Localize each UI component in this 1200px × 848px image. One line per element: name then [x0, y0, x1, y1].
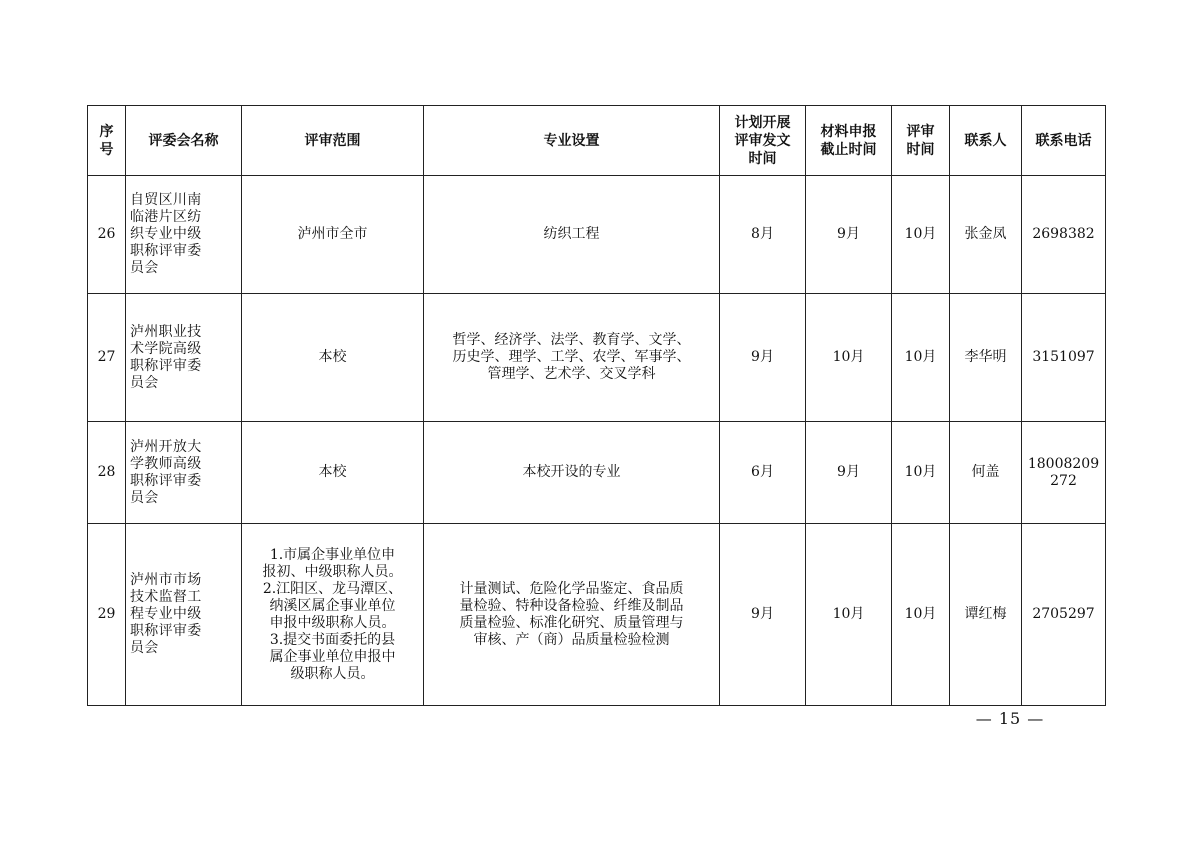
cell-review-time: 10月: [892, 422, 950, 524]
cell-committee-name: [126, 294, 242, 422]
committee-name-line: 员会: [130, 374, 159, 391]
scope-line: 3.提交书面委托的县: [269, 631, 396, 648]
header-seq: [88, 106, 126, 176]
table-row: [88, 422, 1106, 524]
cell-committee-name: [126, 422, 242, 524]
cell-contact: 李华明: [950, 294, 1022, 422]
committee-name-line: 员会: [130, 260, 159, 276]
committee-name-line: 自贸区川南: [130, 192, 202, 208]
committee-name-line: 泸州职业技: [130, 323, 202, 340]
majors-line: 管理学、艺术学、交叉学科: [487, 366, 656, 382]
committee-name-line: 员会: [130, 489, 159, 506]
cell-review-scope: [242, 294, 424, 422]
header-contact: 联系人: [950, 106, 1022, 176]
cell-seq: 29: [88, 524, 126, 706]
cell-committee-name: [126, 524, 242, 706]
cell-phone: [1022, 422, 1106, 524]
header-plan-time: [720, 106, 806, 176]
cell-contact: 何盖: [950, 422, 1022, 524]
majors-line: 本校开设的专业: [522, 464, 621, 480]
committee-name-line: 员会: [130, 640, 159, 656]
cell-deadline: 10月: [806, 294, 892, 422]
phone-line: 2705297: [1032, 606, 1095, 622]
cell-majors: [424, 176, 720, 294]
cell-deadline: 9月: [806, 422, 892, 524]
cell-review-scope: [242, 524, 424, 706]
committee-name-line: 职称评审委: [130, 472, 202, 489]
committee-name-line: 术学院高级: [130, 340, 202, 357]
cell-review-time: 10月: [892, 294, 950, 422]
header-review-time-line: 时间: [906, 141, 935, 158]
header-deadline-line: 截止时间: [820, 141, 877, 158]
majors-line: 质量检验、标准化研究、质量管理与: [459, 614, 684, 631]
committee-table: [87, 105, 1106, 706]
committee-name-line: 织专业中级: [130, 226, 202, 242]
phone-line: 3151097: [1032, 349, 1095, 365]
scope-line: 纳溪区属企事业单位: [269, 597, 396, 614]
header-phone: 联系电话: [1022, 106, 1106, 176]
cell-plan-time: 6月: [720, 422, 806, 524]
header-plan-time-line: 计划开展: [734, 114, 791, 131]
cell-phone: [1022, 176, 1106, 294]
cell-plan-time: 9月: [720, 524, 806, 706]
committee-name-line: 职称评审委: [130, 623, 202, 639]
page-number: — 15 —: [975, 709, 1045, 728]
majors-line: 纺织工程: [543, 226, 600, 242]
header-deadline-line: 材料申报: [820, 123, 877, 140]
committee-name-line: 泸州开放大: [130, 438, 202, 455]
header-seq-line: 号: [99, 141, 114, 158]
header-plan-time-line: 评审发文: [734, 132, 791, 149]
cell-deadline: 10月: [806, 524, 892, 706]
scope-line: 2.江阳区、龙马潭区、: [262, 580, 403, 597]
cell-review-scope: [242, 176, 424, 294]
cell-plan-time: 9月: [720, 294, 806, 422]
cell-majors: [424, 422, 720, 524]
header-review-time-line: 评审: [906, 123, 935, 140]
scope-line: 属企事业单位申报中: [269, 648, 396, 665]
cell-majors: [424, 524, 720, 706]
cell-seq: 28: [88, 422, 126, 524]
cell-deadline: 9月: [806, 176, 892, 294]
table-row: [88, 294, 1106, 422]
cell-majors: [424, 294, 720, 422]
header-review-scope: 评审范围: [242, 106, 424, 176]
majors-line: 历史学、理学、工学、农学、军事学、: [452, 349, 691, 365]
cell-review-scope: [242, 422, 424, 524]
header-committee-name: 评委会名称: [126, 106, 242, 176]
majors-line: 计量测试、危险化学品鉴定、食品质: [459, 580, 684, 597]
committee-name-line: 泸州市市场: [130, 572, 202, 588]
phone-line: 2698382: [1032, 226, 1095, 242]
cell-plan-time: 8月: [720, 176, 806, 294]
cell-review-time: 10月: [892, 524, 950, 706]
majors-line: 量检验、特种设备检验、纤维及制品: [459, 597, 684, 614]
table-row: [88, 524, 1106, 706]
scope-line: 本校: [318, 349, 347, 365]
cell-seq: 26: [88, 176, 126, 294]
phone-line: 272: [1050, 472, 1077, 489]
committee-name-line: 职称评审委: [130, 243, 202, 259]
scope-line: 报初、中级职称人员。: [262, 563, 403, 580]
majors-line: 审核、产（商）品质量检验检测: [473, 631, 670, 648]
header-review-time: [892, 106, 950, 176]
phone-line: 18008209: [1027, 455, 1100, 472]
cell-review-time: 10月: [892, 176, 950, 294]
table-header-row: [88, 106, 1106, 176]
header-seq-line: 序: [99, 123, 114, 140]
header-plan-time-line: 时间: [748, 150, 777, 167]
majors-line: 哲学、经济学、法学、教育学、文学、: [452, 332, 691, 348]
committee-name-line: 临港片区纺: [130, 209, 202, 225]
cell-phone: [1022, 294, 1106, 422]
scope-line: 1.市属企事业单位申: [269, 546, 396, 563]
cell-phone: [1022, 524, 1106, 706]
scope-line: 本校: [318, 464, 347, 480]
table-row: [88, 176, 1106, 294]
cell-seq: 27: [88, 294, 126, 422]
committee-name-line: 职称评审委: [130, 357, 202, 374]
committee-name-line: 技术监督工: [130, 589, 202, 605]
scope-line: 泸州市全市: [297, 226, 368, 242]
header-majors: 专业设置: [424, 106, 720, 176]
header-deadline: [806, 106, 892, 176]
committee-name-line: 程专业中级: [130, 606, 202, 622]
committee-name-line: 学教师高级: [130, 455, 202, 472]
cell-contact: 谭红梅: [950, 524, 1022, 706]
cell-contact: 张金凤: [950, 176, 1022, 294]
cell-committee-name: [126, 176, 242, 294]
scope-line: 申报中级职称人员。: [269, 614, 396, 631]
scope-line: 级职称人员。: [290, 665, 375, 682]
